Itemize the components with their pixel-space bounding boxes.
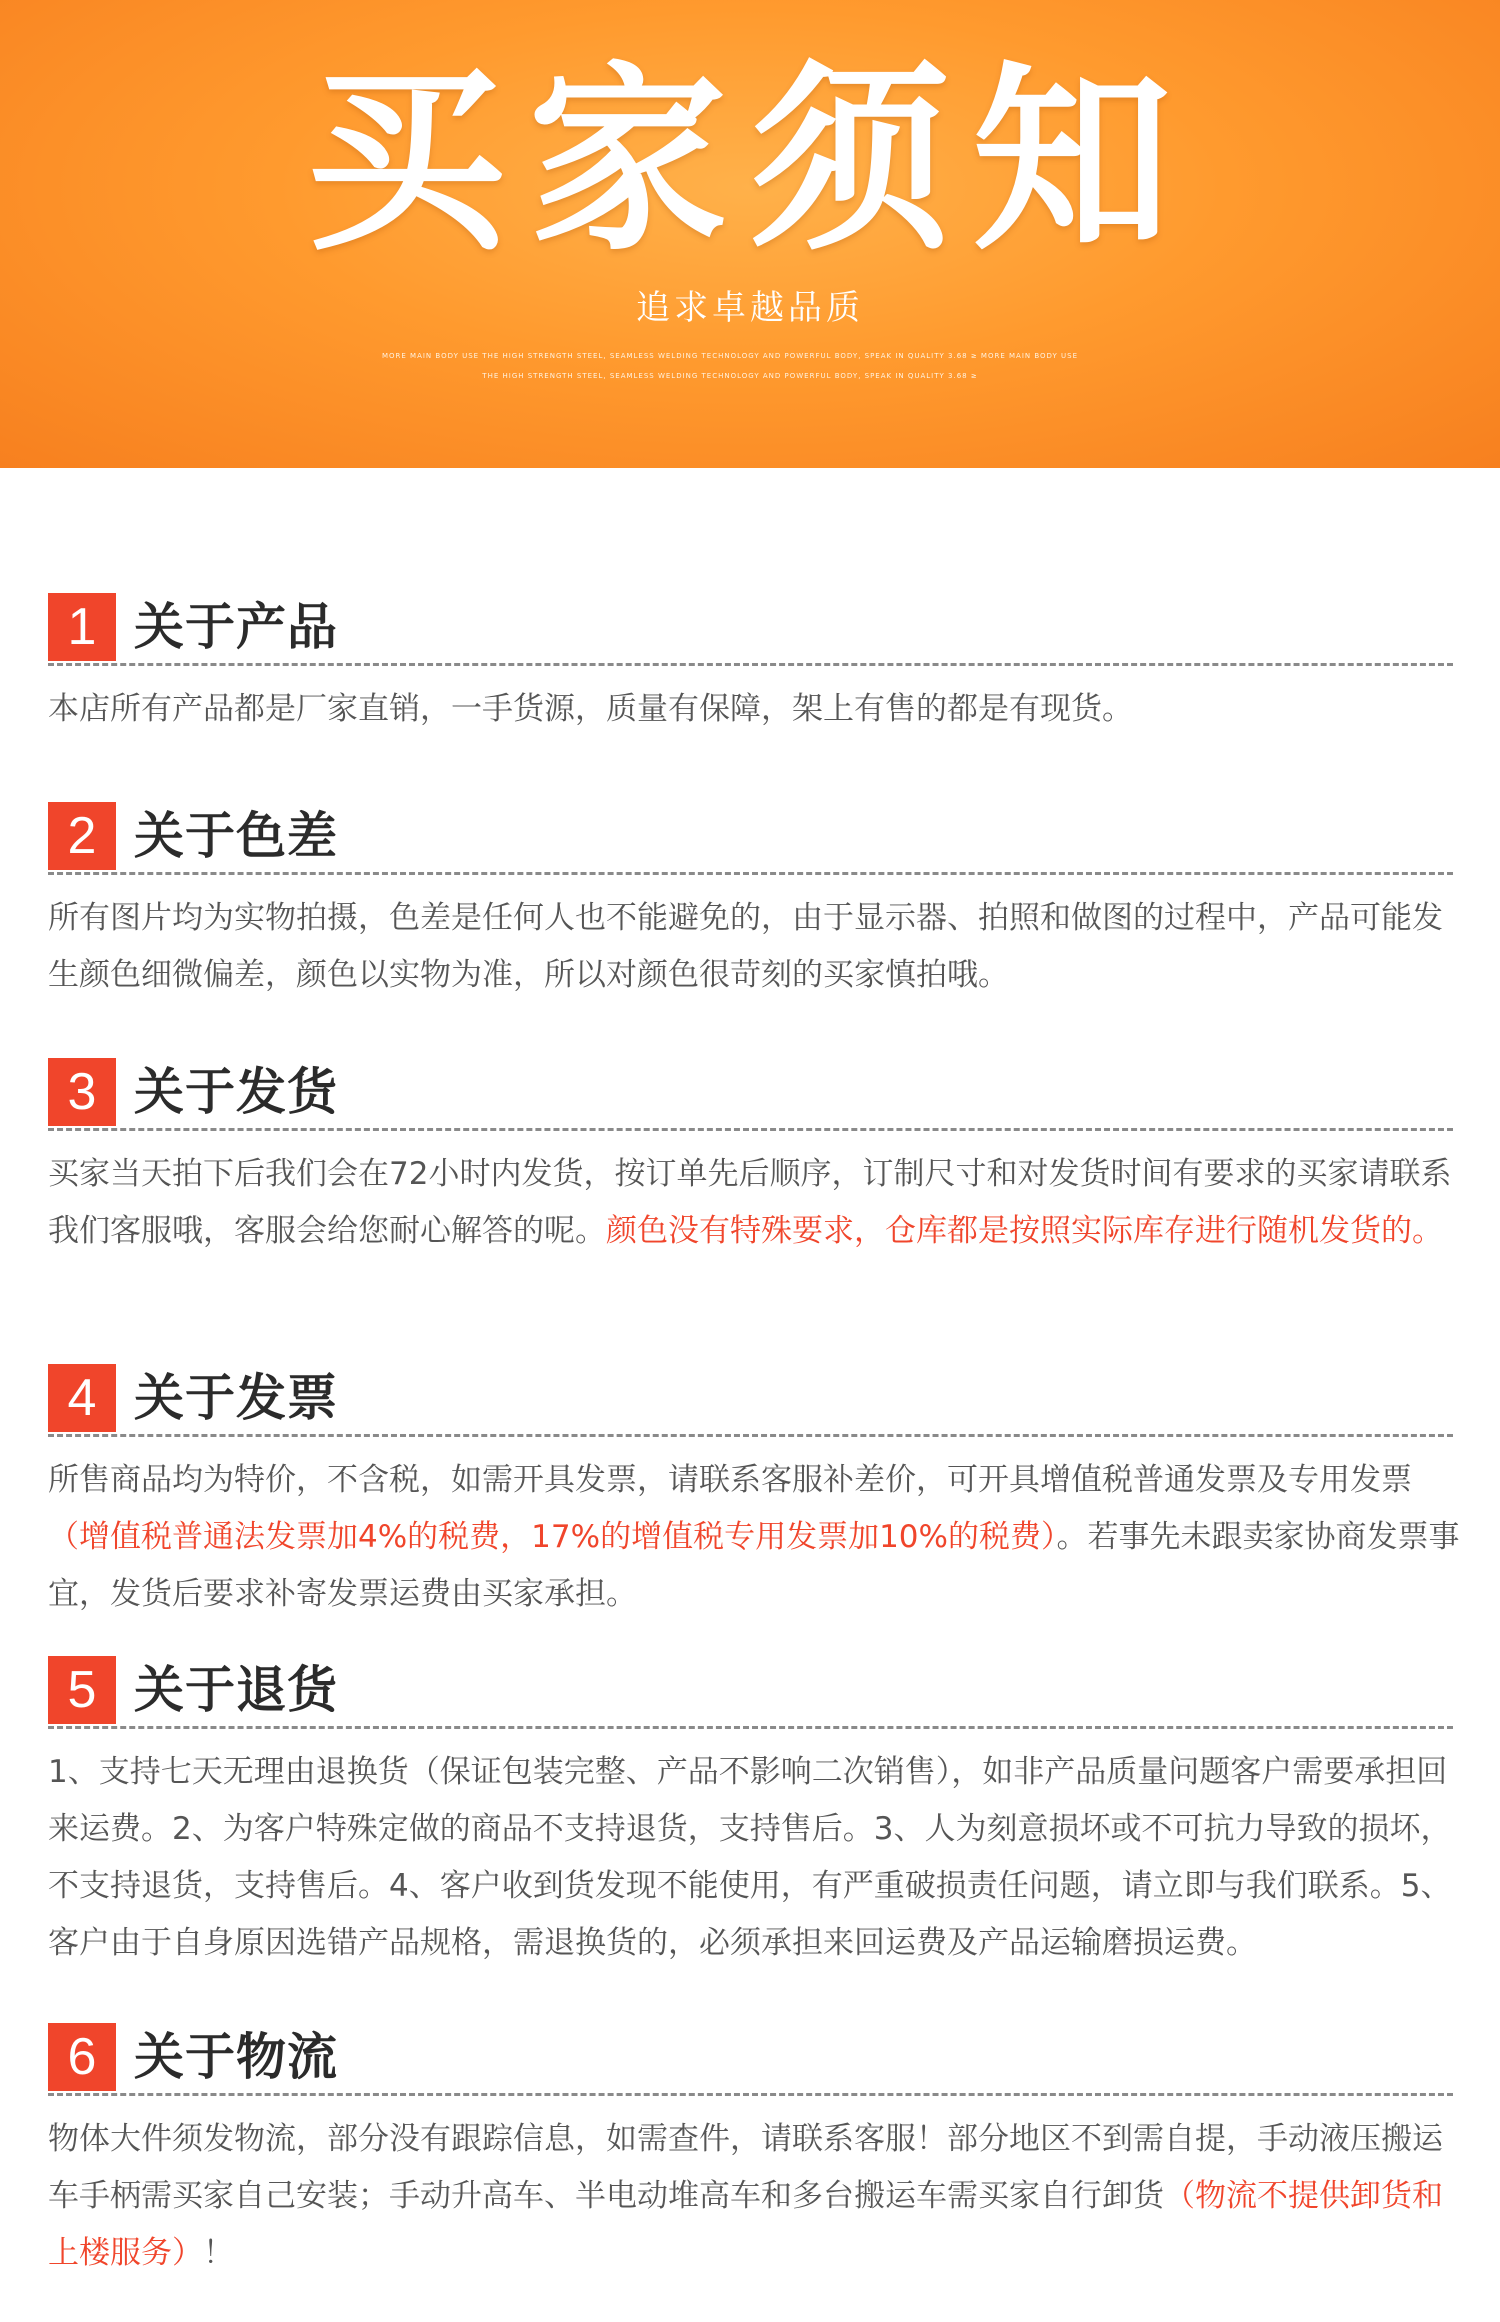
banner-subtitle: 追求卓越品质 (636, 288, 864, 328)
section-body (48, 2111, 1468, 2282)
section-title: 关于发货 (134, 1063, 338, 1121)
dashed-divider (48, 1128, 1453, 1131)
section-number-badge: 4 (48, 1364, 116, 1432)
section-body: 所有图片均为实物拍摄，色差是任何人也不能避免的，由于显示器、拍照和做图的过程中，产品可能发生颜色细微偏差，颜色以实物为准，所以对颜色很苛刻的买家慎拍哦。 (48, 900, 1443, 993)
body-text: 。若事先未跟卖家协商发票事宜，发货后要求补寄发票运费由买家承担。 (48, 1519, 1460, 1612)
section-title: 关于物流 (134, 2028, 338, 2086)
highlight-text: （增值税普通法发票加4%的税费，17%的增值税专用发票加10%的税费） (48, 1519, 1057, 1555)
section-returns (48, 1656, 1468, 1972)
section-header (48, 593, 1468, 669)
section-header (48, 2023, 1468, 2099)
section-number-badge: 5 (48, 1656, 116, 1724)
section-title: 关于发票 (134, 1369, 338, 1427)
highlight-text: （物流不提供卸货和上楼服务） (48, 2178, 1443, 2271)
dashed-divider (48, 1434, 1453, 1437)
section-title: 关于色差 (134, 807, 338, 865)
body-text: 所售商品均为特价，不含税，如需开具发票，请联系客服补差价，可开具增值税普通发票及专用发票 (48, 1462, 1412, 1498)
section-header (48, 1364, 1468, 1440)
section-logistics (48, 2023, 1468, 2282)
section-title: 关于产品 (134, 598, 338, 656)
banner-tagline-2: THE HIGH STRENGTH STEEL, SEAMLESS WELDING TECHNOLOGY AND POWERFUL BODY, SPEAK IN QUALITY 3.68 ≥ (482, 372, 978, 380)
section-body (48, 1146, 1468, 1260)
banner-title: 买家须知 (305, 45, 1194, 278)
body-text: 买家当天拍下后我们会在72小时内发货，按订单先后顺序，订制尺寸和对发货时间有要求的买家请联系我们客服哦，客服会给您耐心解答的呢。 (48, 1156, 1452, 1249)
section-header (48, 802, 1468, 878)
highlight-text: 颜色没有特殊要求，仓库都是按照实际库存进行随机发货的。 (606, 1213, 1443, 1249)
section-number-badge: 2 (48, 802, 116, 870)
section-invoice (48, 1364, 1468, 1623)
banner-tagline-1: MORE MAIN BODY USE THE HIGH STRENGTH STEEL, SEAMLESS WELDING TECHNOLOGY AND POWERFUL BODY, SPEAK IN QUALITY 3.68 ≥ MORE MAIN BODY USE (381, 352, 1079, 360)
dashed-divider (48, 2093, 1453, 2096)
dashed-divider (48, 663, 1453, 666)
section-header (48, 1058, 1468, 1134)
header-banner (0, 0, 1500, 468)
section-body: 1、支持七天无理由退换货（保证包装完整、产品不影响二次销售），如非产品质量问题客户需要承担回来运费。2、为客户特殊定做的商品不支持退货，支持售后。3、人为刻意损坏或不可抗力导致的损坏，不支持退货，支持售后。4、客户收到货发现不能使用，有严重破损责任问题，请立即与我们联系。5、客户由于自身原因选错产品规格，需退换货的，必须承担来回运费及产品运输磨损运费。 (48, 1754, 1452, 1961)
body-text: 物体大件须发物流，部分没有跟踪信息，如需查件，请联系客服！部分地区不到需自提，手动液压搬运车手柄需买家自己安装；手动升高车、半电动堆高车和多台搬运车需买家自行卸货 (48, 2121, 1443, 2214)
section-number-badge: 6 (48, 2023, 116, 2091)
dashed-divider (48, 1726, 1453, 1729)
dashed-divider (48, 872, 1453, 875)
section-title: 关于退货 (134, 1661, 338, 1719)
section-color-difference (48, 802, 1468, 1004)
section-header (48, 1656, 1468, 1732)
section-body: 本店所有产品都是厂家直销，一手货源，质量有保障，架上有售的都是有现货。 (48, 691, 1133, 727)
section-number-badge: 1 (48, 593, 116, 661)
section-number-badge: 3 (48, 1058, 116, 1126)
section-product (48, 593, 1468, 738)
body-text: ！ (203, 2235, 234, 2271)
section-shipping (48, 1058, 1468, 1260)
section-body (48, 1452, 1468, 1623)
